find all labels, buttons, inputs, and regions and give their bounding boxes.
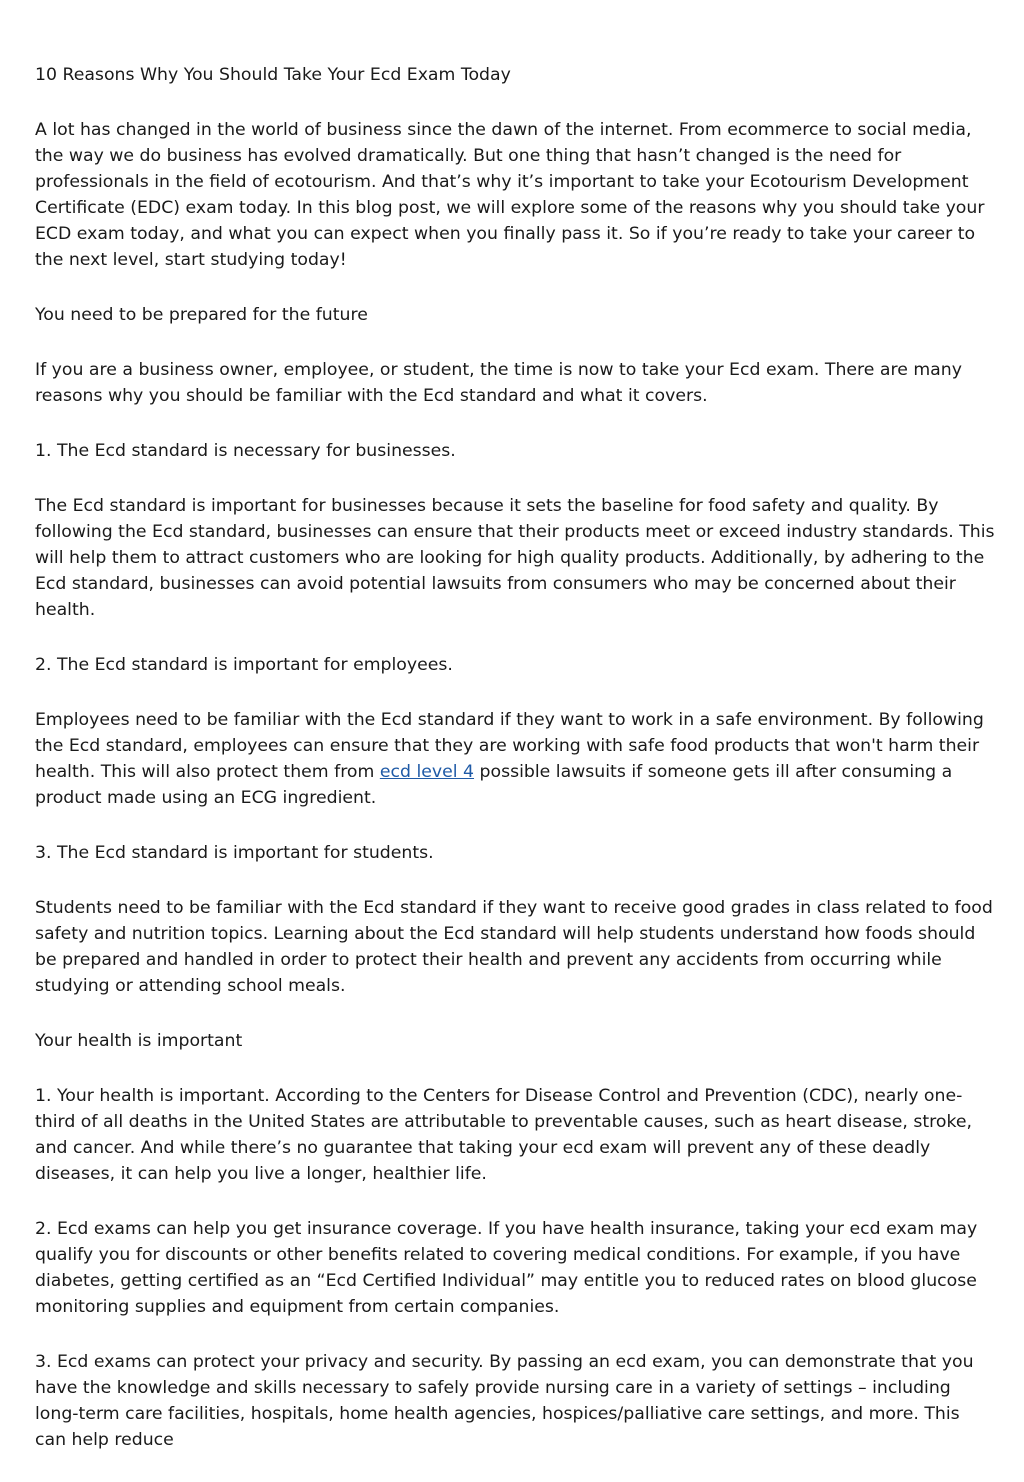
reason-body-employees-text-after: possible lawsuits if someone gets ill after consuming a product made using an ECG ingredient.: [35, 762, 953, 808]
intro-paragraph: A lot has changed in the world of business since the dawn of the internet. From ecommerce to social media, the way we do business has evolved dramatically. But one thing that hasn’t changed is the need for professionals in the field of ecotourism. And that’s why it’s important to take your Ecotourism Development Certificate (EDC) exam today. In this blog post, we will explore some of the reasons why you should take your ECD exam today, and what you can expect when you finally pass it. So if you’re ready to take your career to the next level, start studying today!: [35, 120, 985, 270]
reason-body-businesses: The Ecd standard is important for businesses because it sets the baseline for food safety and quality. By following the Ecd standard, businesses can ensure that their products meet or exceed industry standards. This will help them to attract customers who are looking for high quality products. Additionally, by adhering to the Ecd standard, businesses can avoid potential lawsuits from consumers who may be concerned about their health.: [35, 496, 995, 620]
reason-body-employees: [35, 707, 995, 811]
reason-heading-students: 3. The Ecd standard is important for students.: [35, 843, 434, 863]
section-heading-future: You need to be prepared for the future: [35, 305, 368, 325]
section-heading-health: Your health is important: [35, 1031, 243, 1051]
health-reason-1: 1. Your health is important. According to the Centers for Disease Control and Prevention (CDC), nearly one-third of all deaths in the United States are attributable to preventable causes, such as heart disease, stroke, and cancer. And while there’s no guarantee that taking your ecd exam will prevent any of these deadly diseases, it can help you live a longer, healthier life.: [35, 1086, 972, 1184]
reason-body-students: Students need to be familiar with the Ecd standard if they want to receive good grades in class related to food safety and nutrition topics. Learning about the Ecd standard will help students understand how foods should be prepared and handled in order to protect their health and prevent any accidents from occurring while studying or attending school meals.: [35, 898, 993, 996]
reason-body-employees-text-before: Employees need to be familiar with the Ecd standard if they want to work in a safe environment. By following the Ecd standard, employees can ensure that they are working with safe food products that won't harm their health. This will also protect them from: [35, 710, 984, 782]
health-reason-2: 2. Ecd exams can help you get insurance coverage. If you have health insurance, taking your ecd exam may qualify you for discounts or other benefits related to covering medical conditions. For example, if you have diabetes, getting certified as an “Ecd Certified Individual” may entitle you to reduced rates on blood glucose monitoring supplies and equipment from certain companies.: [35, 1219, 978, 1317]
reason-heading-businesses: 1. The Ecd standard is necessary for businesses.: [35, 441, 456, 461]
ecd-level-4-link[interactable]: ecd level 4: [379, 762, 475, 782]
section-intro-paragraph: If you are a business owner, employee, or student, the time is now to take your Ecd exam. There are many reasons why you should be familiar with the Ecd standard and what it covers.: [35, 360, 962, 406]
document-title: 10 Reasons Why You Should Take Your Ecd Exam Today: [35, 65, 511, 85]
health-reason-3: 3. Ecd exams can protect your privacy and security. By passing an ecd exam, you can demonstrate that you have the knowledge and skills necessary to safely provide nursing care in a variety of settings – including long-term care facilities, hospitals, home health agencies, hospices/palliative care settings, and more. This can help reduce: [35, 1352, 974, 1450]
document-page: [35, 62, 995, 1482]
reason-heading-employees: 2. The Ecd standard is important for employees.: [35, 655, 453, 675]
